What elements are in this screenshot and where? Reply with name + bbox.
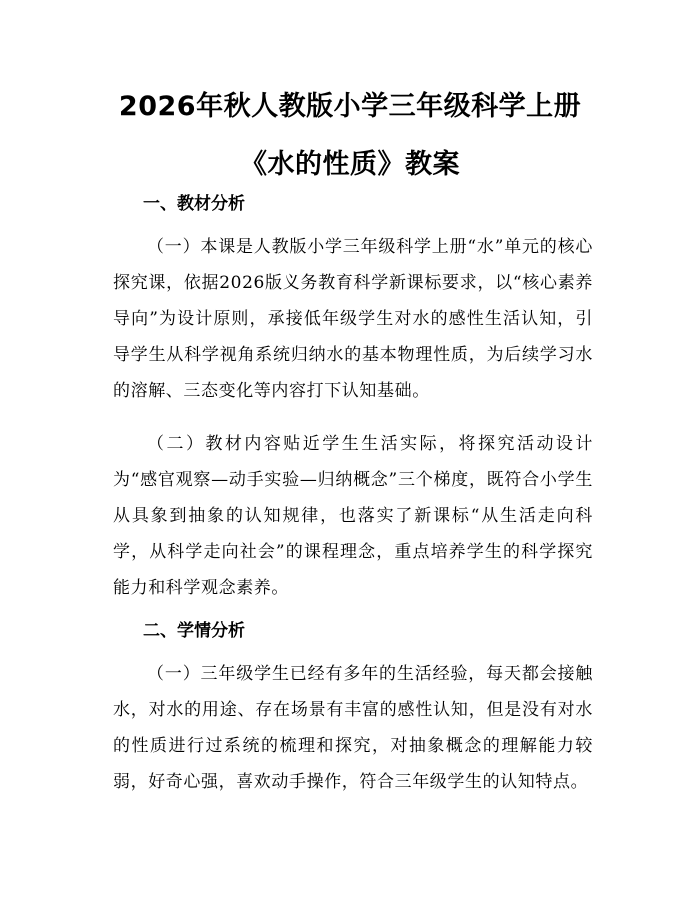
- paragraph-textbook-analysis-2: （二）教材内容贴近学生生活实际，将探究活动设计为“感官观察—动手实验—归纳概念”三个梯度，既符合小学生从具象到抽象的认知规律，也落实了新课标“从生活走向科学，从科学走向社会”的课程理念，重点培养学生的科学探究能力和科学观念素养。: [113, 434, 593, 598]
- section-heading-textbook-analysis: 一、教材分析: [143, 194, 245, 214]
- section-heading-learner-analysis: 二、学情分析: [143, 621, 245, 641]
- document-title: 2026年秋人教版小学三年级科学上册《水的性质》教案: [118, 91, 582, 180]
- paragraph-textbook-analysis-1: （一）本课是人教版小学三年级科学上册“水”单元的核心探究课，依据2026版义务教育科学新课标要求，以“核心素养导向”为设计原则，承接低年级学生对水的感性生活认知，引导学生从科学视角系统归纳水的基本物理性质，为后续学习水的溶解、三态变化等内容打下认知基础。: [113, 237, 593, 401]
- paragraph-learner-analysis-1: （一）三年级学生已经有多年的生活经验，每天都会接触水，对水的用途、存在场景有丰富的感性认知，但是没有对水的性质进行过系统的梳理和探究，对抽象概念的理解能力较弱，好奇心强，喜欢动手操作，符合三年级学生的认知特点。: [113, 664, 593, 792]
